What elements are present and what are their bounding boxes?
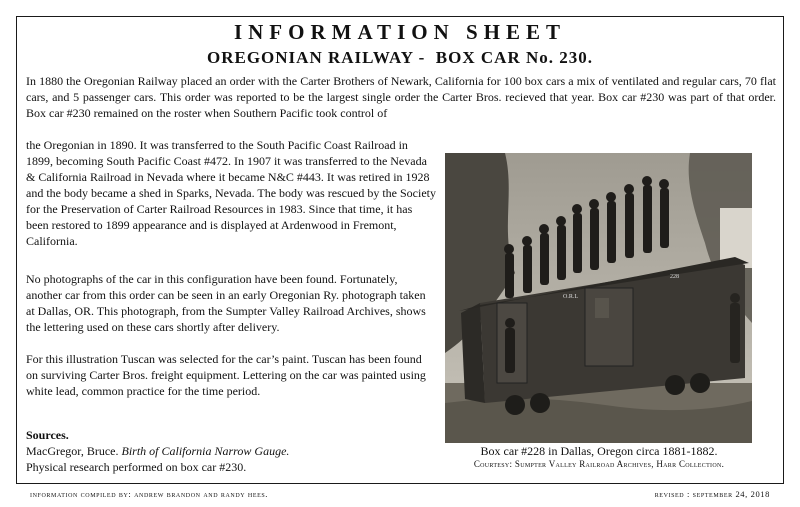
history-paragraph: the Oregonian in 1890. It was transferred to the South Pacific Coast Railroad in 1899, becoming South Pacific Coast #472. In 1907 it was transferred to the Nevada & California Railroad in Nevada where it became N&C #443. It was retired in 1928 and the body became a shed in Sparks, Nevada. The body was rescued by the Society for the Preservation of Carter Railroad Resources in 1983. Since that time, it has been restored to 1899 appearance and is displayed at Ardenwood in Fremont, California. — [26, 138, 436, 248]
revision-date: revised : september 24, 2018 — [654, 489, 770, 499]
sheet-title: INFORMATION SHEET — [233, 20, 567, 44]
intro-paragraph: In 1880 the Oregonian Railway placed an order with the Carter Brothers of Newark, California for 100 box cars a mix of ventilated and regular cars, 70 flat cars, and 5 passenger cars. This order was reported to be the largest single order the Carter Bros. recieved that year. Box car #230 was part of that order. Box car #230 remained on the roster when Southern Pacific took control of — [26, 74, 776, 120]
photos-paragraph: No photographs of the car in this configuration have been found. Fortunately, another car from this order can be seen in an early Oregonian Ry. photograph taken at Dallas, OR. This photograph, from the Sumpter Valley Railroad Archives, shows the lettering used on these cars shortly after delivery. — [26, 272, 426, 334]
left-column — [26, 137, 436, 474]
sources-book — [26, 443, 436, 459]
sheet-subtitle: OREGONIAN RAILWAY - BOX CAR No. 230. — [206, 48, 593, 67]
sources-research: Physical research performed on box car #230. — [26, 460, 247, 474]
car-lettering: O.R.L — [563, 294, 578, 300]
photo-credit: Courtesy: Sumpter Valley Railroad Archives, Harr Collection. — [473, 459, 725, 469]
photo-caption: Box car #228 in Dallas, Oregon circa 1881-1882. — [480, 444, 718, 458]
sources-block — [26, 427, 436, 475]
book-title: Birth of California Narrow Gauge. — [121, 444, 290, 458]
paint-paragraph: For this illustration Tuscan was selected for the car’s paint. Tuscan has been found on surviving Carter Bros. freight equipment. Lettering on the car was painted using white lead, common practice for the time period. — [26, 352, 426, 398]
car-number: 228 — [670, 274, 679, 280]
historic-photo — [445, 153, 752, 443]
sources-heading: Sources. — [26, 428, 69, 442]
compiled-by-credit: information compiled by: andrew brandon and randy hees. — [30, 489, 269, 499]
boxcar-photo-illustration — [445, 153, 752, 443]
book-author: MacGregor, Bruce. — [26, 444, 122, 458]
